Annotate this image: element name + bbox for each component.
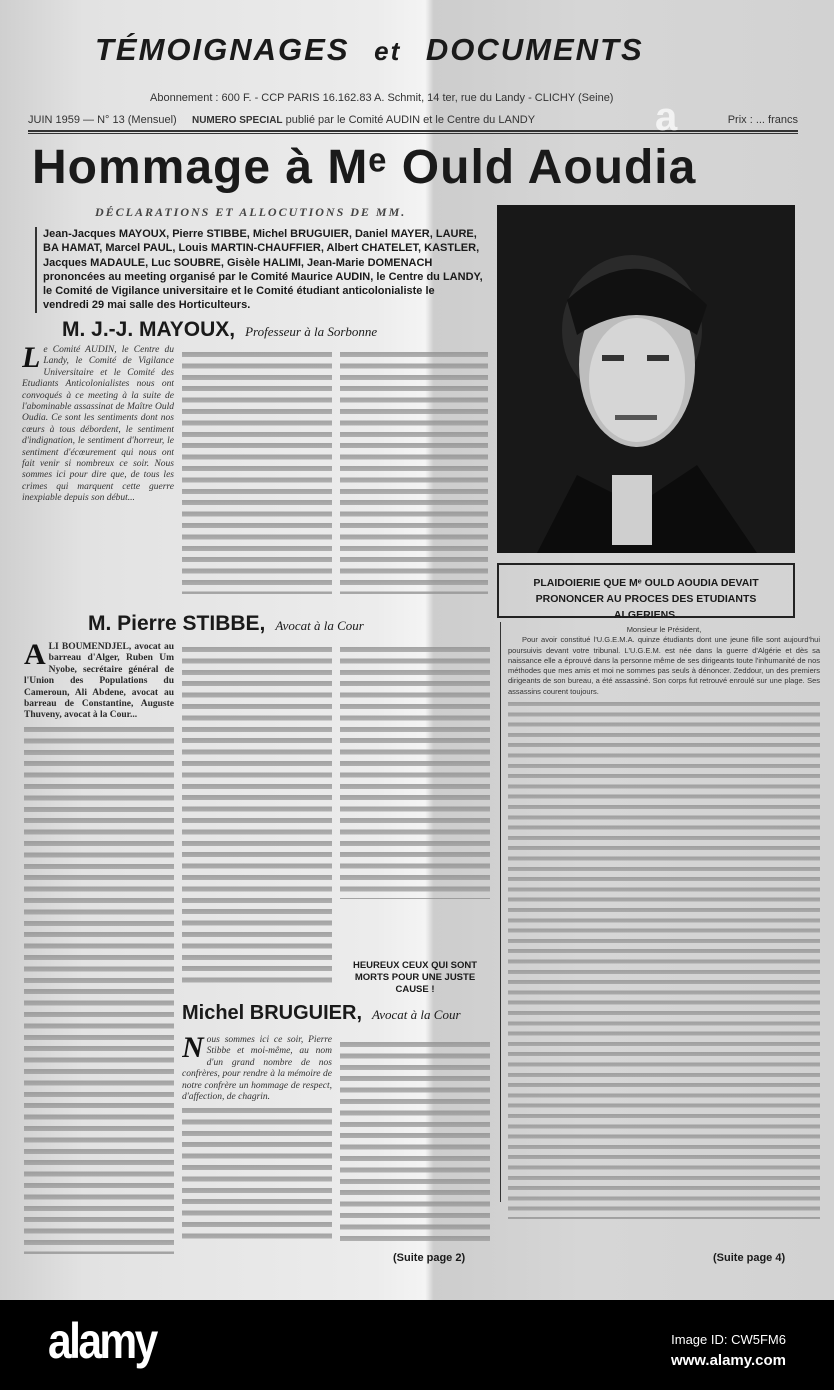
section-heading-mayoux (62, 318, 377, 342)
masthead-title-right: DOCUMENTS (425, 32, 644, 67)
masthead-et: et (374, 36, 402, 66)
drop-cap: A (24, 642, 46, 671)
bruguier-column-2 (340, 1039, 490, 1244)
alamy-logo[interactable]: alamy (48, 1313, 156, 1369)
stibbe-column-1 (24, 642, 174, 1254)
drop-cap: L (22, 345, 41, 374)
site-url[interactable]: www.alamy.com (670, 1352, 786, 1369)
illegible-text (508, 699, 820, 1219)
mayoux-column-1 (22, 345, 174, 595)
special-issue: NUMERO SPECIAL (191, 115, 283, 126)
mayoux-column-3 (340, 349, 488, 594)
column-rule (500, 622, 501, 1202)
salutation: Monsieur le Président, (626, 625, 702, 634)
publisher: publié par le Comité AUDIN et le Centre du LANDY (282, 114, 536, 126)
portrait-photo (497, 205, 795, 553)
section-heading-bruguier (182, 1002, 461, 1025)
masthead-rule (28, 130, 798, 134)
image-id: Image ID: CW5FM6 (671, 1332, 786, 1347)
issue-line (28, 114, 798, 126)
speaker-role: Professeur à la Sorbonne (245, 324, 378, 339)
subscription-line: Abonnement : 600 F. - CCP PARIS 16.162.83 A. Schmit, 14 ter, rue du Landy - CLICHY (Seine) (150, 92, 614, 104)
footer-bar (0, 1300, 834, 1390)
speaker-name: Michel BRUGUIER, (182, 1002, 363, 1024)
declarations-heading: DÉCLARATIONS ET ALLOCUTIONS DE MM. (95, 205, 407, 219)
plaidoirie-text (508, 625, 820, 1219)
article-text: ous sommes ici ce soir, Pierre Stibbe et moi-même, au nom d'un grand nombre de nos confrères, pour rendre à la mémoire de notre confrère un hommage de respect, d'affection, de chagrin. (182, 1035, 332, 1103)
mayoux-column-2 (182, 349, 332, 594)
intro-paragraph: Jean-Jacques MAYOUX, Pierre STIBBE, Michel BRUGUIER, Daniel MAYER, LAURE, BA HAMAT, Marcel PAUL, Louis MARTIN-CHAUFFIER, Albert CHATELET, KASTLER, Jacques MADAULE, Luc SOUBRE, Gisèle HALIMI, Jean-Marie DOMENACH prononcées au meeting organisé par le Comité Maurice AUDIN, le Centre du LANDY, le Comité de Vigilance universitaire et le Comité étudiant anticolonialiste le vendredi 29 mai salle des Horticulteurs. (35, 227, 483, 313)
watermark: a (655, 95, 676, 139)
masthead (95, 32, 644, 68)
price: Prix : ... francs (727, 114, 798, 126)
stibbe-column-3 (340, 644, 490, 899)
stibbe-column-2 (182, 644, 332, 989)
masthead-title-left: TÉMOIGNAGES (95, 32, 350, 67)
plaidoirie-body: Pour avoir constitué l'U.G.E.M.A. quinze étudiants dont une jeune fille sont aujourd'hui poursuivis devant votre tribunal. L'U.G.E.M. est née dans la guerre d'Algérie et dès sa naissance elle a éprouvé dans la personne même de ses dirigeants toute l'inhumanité de nos méthodes que mes amis et moi ne sommes pas seuls à dénoncer. Zeddour, un des premiers dirigeants de son bureau, a été assassiné. Son corps fut retrouvé enroulé sur une plage. Ses assassins courent toujours. (508, 635, 820, 696)
plaidoirie-box: PLAIDOIERIE QUE Mᵉ OULD AOUDIA DEVAIT PRONONCER AU PROCES DES ETUDIANTS ALGERIENS. (497, 563, 795, 618)
portrait-image (497, 205, 795, 553)
section-heading-stibbe (88, 612, 364, 636)
issue-date: JUIN 1959 — N° 13 (Mensuel) (28, 114, 177, 126)
illegible-text (182, 1105, 332, 1245)
headline: Hommage à Mᵉ Ould Aoudia (32, 141, 697, 194)
speaker-name: M. J.-J. MAYOUX, (62, 318, 236, 341)
drop-cap: N (182, 1035, 204, 1064)
speaker-role: Avocat à la Cour (372, 1007, 461, 1022)
continued-left[interactable]: (Suite page 2) (393, 1252, 466, 1264)
speaker-name: M. Pierre STIBBE, (88, 612, 266, 635)
article-text: e Comité AUDIN, le Centre du Landy, le Comité de Vigilance Universitaire et le Comité des Etudiants Anticolonialistes nous ont convoqués à ce meeting à la suite de l'abominable assassinat de Maître Ould Oudia. Ce sont les sentiments dont nos cœurs à tous débordent, le sentiment d'indignation, le sentiment d'horreur, le sentiment d'écœurement qui nous ont fait venir si nombreux ce soir. Nous sommes ici pour dire que, de tous les crimes qui marquent cette guerre inexpiable depuis son début... (22, 345, 174, 504)
illegible-text (24, 724, 174, 1254)
continued-right[interactable]: (Suite page 4) (713, 1252, 786, 1264)
bruguier-column-1 (182, 1035, 332, 1257)
speaker-role: Avocat à la Cour (275, 618, 364, 633)
pull-quote: HEUREUX CEUX QUI SONT MORTS POUR UNE JUSTE CAUSE ! (352, 960, 478, 995)
article-text: LI BOUMENDJEL, avocat au barreau d'Alger, Ruben Um Nyobe, secrétaire général de l'Union des Populations du Cameroun, Ali Abdene, avocat au barreau de Constantine, Auguste Thuveny, avocat à la Cour... (24, 642, 174, 721)
